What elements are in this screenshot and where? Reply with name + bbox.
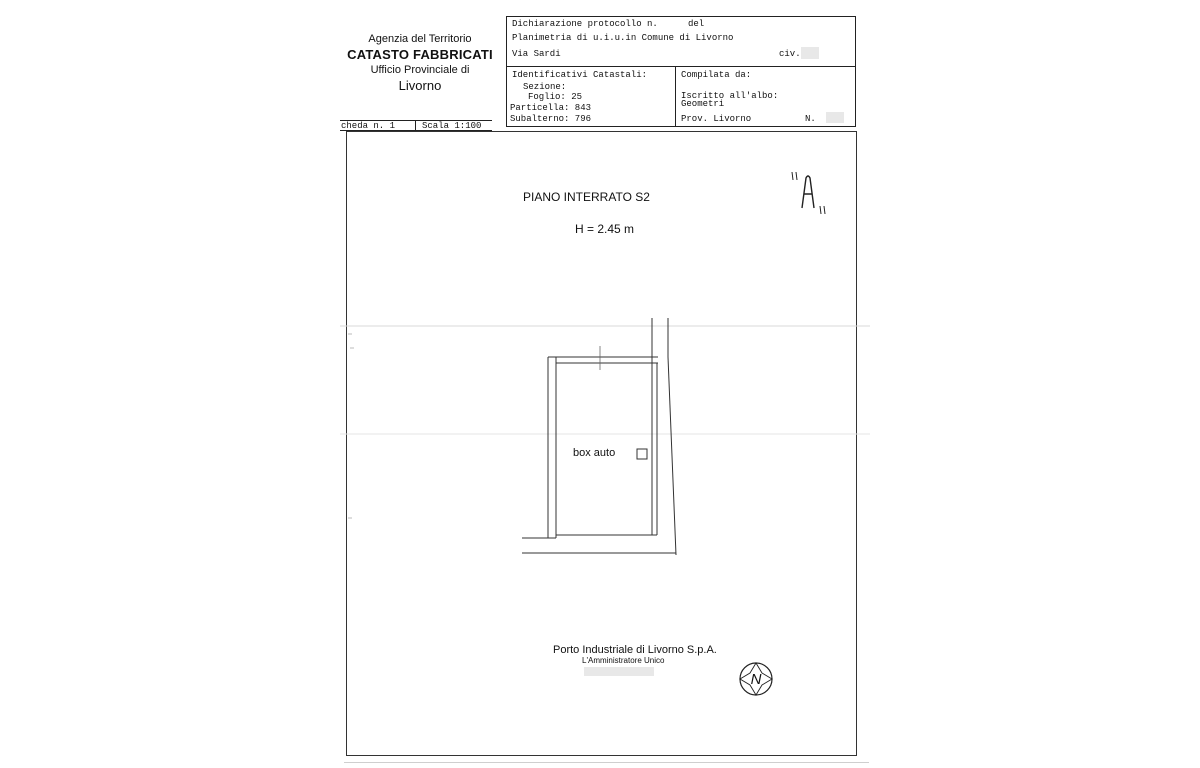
north-letter: N bbox=[750, 671, 762, 688]
civ-label: civ. bbox=[779, 49, 801, 59]
height-label: H = 2.45 m bbox=[575, 222, 635, 236]
sezione-label: Sezione: bbox=[523, 82, 567, 92]
catasto-title: CATASTO FABBRICATI bbox=[347, 47, 493, 62]
scheda-bar bbox=[340, 120, 492, 131]
redaction-box bbox=[801, 47, 819, 59]
scheda-divider bbox=[415, 120, 416, 131]
iscritto-label: Iscritto all'albo: bbox=[681, 91, 779, 101]
north-arrow-icon bbox=[738, 661, 774, 697]
subalterno-label: Subalterno: 796 bbox=[510, 114, 592, 124]
company-stamp: Porto Industriale di Livorno S.p.A. bbox=[553, 644, 717, 656]
compilata-label: Compilata da: bbox=[681, 70, 752, 80]
agency-header bbox=[340, 33, 500, 93]
signature-redaction bbox=[584, 667, 654, 676]
scheda-label: cheda n. 1 bbox=[341, 121, 396, 131]
scala-label: Scala 1:100 bbox=[422, 121, 482, 131]
particella-label: Particella: 843 bbox=[510, 103, 592, 113]
prov-label: Prov. Livorno bbox=[681, 114, 752, 124]
ufficio-label: Ufficio Provinciale di bbox=[370, 64, 470, 76]
del-label: del bbox=[688, 19, 705, 29]
wall-line bbox=[668, 357, 676, 555]
foglio-label: Foglio: 25 bbox=[528, 92, 583, 102]
city-label: Livorno bbox=[398, 78, 442, 93]
compilata-box bbox=[675, 66, 856, 127]
scan-line bbox=[344, 762, 869, 763]
square-symbol bbox=[637, 449, 647, 459]
n-label: N. bbox=[805, 114, 816, 124]
room-label: box auto bbox=[573, 447, 616, 459]
via-label: Via Sardi bbox=[512, 49, 561, 59]
role-stamp: L'Amministratore Unico bbox=[582, 656, 665, 665]
floor-plan bbox=[340, 300, 880, 570]
north-arrow bbox=[738, 661, 774, 697]
agency-name: Agenzia del Territorio bbox=[368, 33, 472, 45]
floor-title: PIANO INTERRATO S2 bbox=[523, 190, 650, 204]
planimetria-label: Planimetria di u.i.u.in Comune di Livorno bbox=[512, 33, 734, 43]
identificativi-label: Identificativi Catastali: bbox=[512, 70, 648, 80]
handwritten-mark bbox=[790, 168, 840, 220]
handwritten-mark-icon bbox=[790, 168, 840, 220]
redaction-box bbox=[826, 112, 844, 123]
identificativi-box bbox=[506, 66, 676, 127]
geometri-label: Geometri bbox=[681, 99, 725, 109]
dichiarazione-label: Dichiarazione protocollo n. bbox=[512, 19, 658, 29]
declaration-box bbox=[506, 16, 856, 67]
